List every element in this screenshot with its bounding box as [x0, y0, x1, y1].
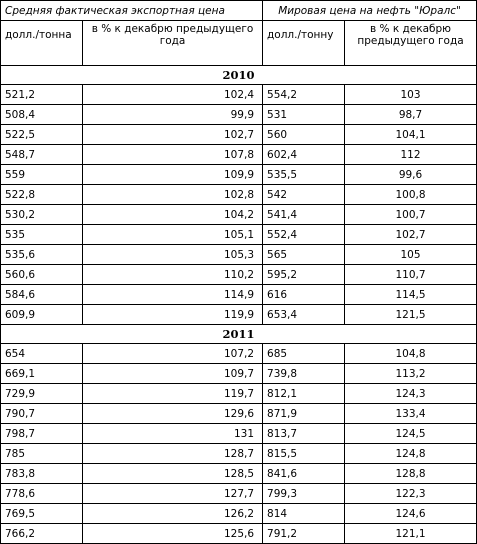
cell-urals-percent: 100,7 — [345, 205, 477, 225]
cell-export-percent: 114,9 — [83, 285, 263, 305]
table-row — [1, 225, 477, 245]
cell-urals-usd: 815,5 — [263, 444, 345, 464]
header-group-urals-price: Мировая цена на нефть "Юралс" — [263, 1, 477, 21]
table-row — [1, 524, 477, 544]
cell-export-usd: 521,2 — [1, 85, 83, 105]
table-row — [1, 245, 477, 265]
header-col-urals-percent-dec: в % к декабрю предыдущего года — [345, 21, 477, 66]
cell-urals-usd: 813,7 — [263, 424, 345, 444]
cell-urals-percent: 103 — [345, 85, 477, 105]
cell-export-percent: 125,6 — [83, 524, 263, 544]
table-row — [1, 125, 477, 145]
cell-urals-usd: 552,4 — [263, 225, 345, 245]
cell-urals-usd: 799,3 — [263, 484, 345, 504]
header-column-row — [1, 21, 477, 66]
cell-urals-usd: 616 — [263, 285, 345, 305]
table-row — [1, 384, 477, 404]
cell-export-usd: 535 — [1, 225, 83, 245]
cell-export-percent: 127,7 — [83, 484, 263, 504]
cell-urals-percent: 100,8 — [345, 185, 477, 205]
cell-urals-usd: 791,2 — [263, 524, 345, 544]
cell-export-percent: 102,7 — [83, 125, 263, 145]
cell-export-usd: 530,2 — [1, 205, 83, 225]
cell-export-usd: 522,5 — [1, 125, 83, 145]
cell-urals-usd: 841,6 — [263, 464, 345, 484]
cell-urals-usd: 565 — [263, 245, 345, 265]
cell-export-percent: 105,1 — [83, 225, 263, 245]
cell-urals-usd: 739,8 — [263, 364, 345, 384]
header-group-row — [1, 1, 477, 21]
cell-export-percent: 109,9 — [83, 165, 263, 185]
cell-urals-percent: 114,5 — [345, 285, 477, 305]
cell-urals-percent: 124,5 — [345, 424, 477, 444]
cell-urals-percent: 124,6 — [345, 504, 477, 524]
cell-export-percent: 107,8 — [83, 145, 263, 165]
cell-urals-usd: 812,1 — [263, 384, 345, 404]
cell-export-percent: 128,5 — [83, 464, 263, 484]
year-label: 2011 — [1, 325, 477, 344]
cell-urals-percent: 124,3 — [345, 384, 477, 404]
cell-export-usd: 508,4 — [1, 105, 83, 125]
cell-urals-usd: 653,4 — [263, 305, 345, 325]
cell-export-percent: 128,7 — [83, 444, 263, 464]
table-row — [1, 424, 477, 444]
cell-export-percent: 109,7 — [83, 364, 263, 384]
table-row — [1, 85, 477, 105]
cell-export-usd: 783,8 — [1, 464, 83, 484]
table-row — [1, 305, 477, 325]
table-row — [1, 484, 477, 504]
cell-urals-usd: 560 — [263, 125, 345, 145]
table-row — [1, 185, 477, 205]
table-row — [1, 285, 477, 305]
cell-export-usd: 669,1 — [1, 364, 83, 384]
cell-export-percent: 119,7 — [83, 384, 263, 404]
cell-export-usd: 548,7 — [1, 145, 83, 165]
cell-export-usd: 790,7 — [1, 404, 83, 424]
cell-export-usd: 778,6 — [1, 484, 83, 504]
cell-urals-percent: 133,4 — [345, 404, 477, 424]
year-row — [1, 325, 477, 344]
cell-export-usd: 560,6 — [1, 265, 83, 285]
header-col-percent-dec: в % к декабрю предыдущего года — [83, 21, 263, 66]
header-group-export-price: Средняя фактическая экспортная цена — [1, 1, 263, 21]
cell-export-usd: 535,6 — [1, 245, 83, 265]
cell-urals-usd: 602,4 — [263, 145, 345, 165]
cell-urals-percent: 104,8 — [345, 344, 477, 364]
cell-urals-percent: 105 — [345, 245, 477, 265]
table-row — [1, 344, 477, 364]
cell-urals-percent: 110,7 — [345, 265, 477, 285]
cell-urals-percent: 121,1 — [345, 524, 477, 544]
table-row — [1, 265, 477, 285]
cell-export-usd: 766,2 — [1, 524, 83, 544]
cell-urals-percent: 122,3 — [345, 484, 477, 504]
cell-export-usd: 654 — [1, 344, 83, 364]
cell-urals-percent: 112 — [345, 145, 477, 165]
header-col-usd-per-tonne: долл./тонна — [1, 21, 83, 66]
cell-export-usd: 729,9 — [1, 384, 83, 404]
price-table-body — [1, 1, 477, 544]
cell-export-percent: 102,4 — [83, 85, 263, 105]
cell-export-usd: 769,5 — [1, 504, 83, 524]
cell-urals-usd: 542 — [263, 185, 345, 205]
cell-urals-percent: 98,7 — [345, 105, 477, 125]
cell-export-usd: 559 — [1, 165, 83, 185]
cell-export-percent: 99,9 — [83, 105, 263, 125]
table-row — [1, 444, 477, 464]
cell-urals-usd: 871,9 — [263, 404, 345, 424]
cell-urals-percent: 113,2 — [345, 364, 477, 384]
cell-urals-usd: 814 — [263, 504, 345, 524]
cell-export-percent: 105,3 — [83, 245, 263, 265]
cell-export-percent: 119,9 — [83, 305, 263, 325]
cell-export-usd: 798,7 — [1, 424, 83, 444]
cell-export-percent: 107,2 — [83, 344, 263, 364]
table-row — [1, 145, 477, 165]
cell-urals-usd: 535,5 — [263, 165, 345, 185]
cell-urals-percent: 121,5 — [345, 305, 477, 325]
table-row — [1, 105, 477, 125]
table-row — [1, 464, 477, 484]
cell-urals-usd: 685 — [263, 344, 345, 364]
cell-export-percent: 110,2 — [83, 265, 263, 285]
cell-export-percent: 104,2 — [83, 205, 263, 225]
cell-export-percent: 131 — [83, 424, 263, 444]
cell-export-usd: 522,8 — [1, 185, 83, 205]
header-col-urals-usd-per-tonne: долл./тонну — [263, 21, 345, 66]
cell-urals-percent: 124,8 — [345, 444, 477, 464]
cell-export-usd: 609,9 — [1, 305, 83, 325]
cell-urals-percent: 102,7 — [345, 225, 477, 245]
table-row — [1, 205, 477, 225]
cell-urals-usd: 541,4 — [263, 205, 345, 225]
cell-urals-usd: 531 — [263, 105, 345, 125]
cell-export-percent: 126,2 — [83, 504, 263, 524]
cell-urals-usd: 554,2 — [263, 85, 345, 105]
cell-export-percent: 129,6 — [83, 404, 263, 424]
cell-export-usd: 584,6 — [1, 285, 83, 305]
cell-export-percent: 102,8 — [83, 185, 263, 205]
year-label: 2010 — [1, 66, 477, 85]
year-row — [1, 66, 477, 85]
cell-export-usd: 785 — [1, 444, 83, 464]
table-row — [1, 364, 477, 384]
cell-urals-usd: 595,2 — [263, 265, 345, 285]
table-row — [1, 165, 477, 185]
cell-urals-percent: 128,8 — [345, 464, 477, 484]
table-row — [1, 404, 477, 424]
cell-urals-percent: 104,1 — [345, 125, 477, 145]
cell-urals-percent: 99,6 — [345, 165, 477, 185]
table-row — [1, 504, 477, 524]
